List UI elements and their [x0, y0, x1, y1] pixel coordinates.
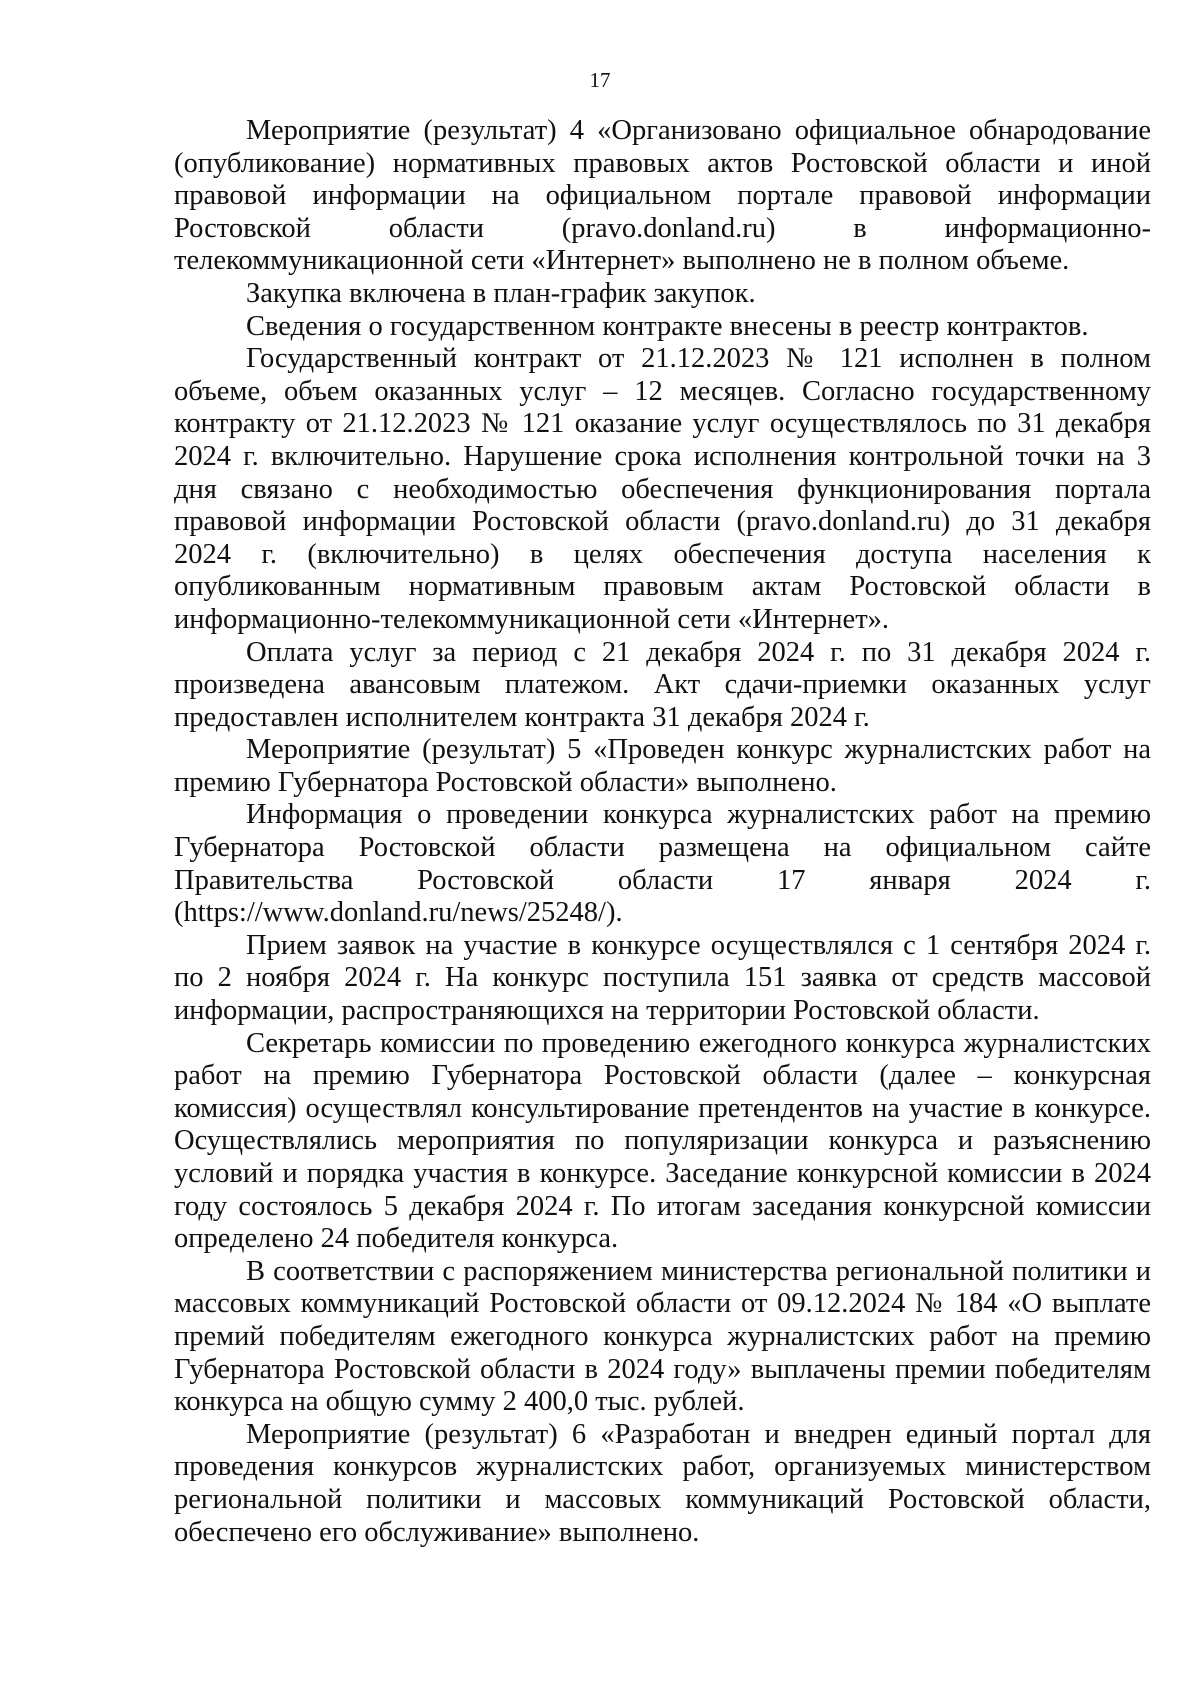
paragraph-payment: Оплата услуг за период с 21 декабря 2024 г. по 31 декабря 2024 г. произведена авансовым платежом. Акт сдачи-приемки оказанных услуг предоставлен исполнителем контракта 31 декабря 2024 г.: [174, 636, 1151, 733]
paragraph-measure-5: Мероприятие (результат) 5 «Проведен конкурс журналистских работ на премию Губернатора Ростовской области» выполнено.: [174, 734, 1151, 798]
paragraph-contest-info: Информация о проведении конкурса журналистских работ на премию Губернатора Ростовской области размещена на официальном сайте Правительства Ростовской области 17 января 2024 г. (https://www.donland.ru/news/25248/).: [174, 799, 1151, 929]
paragraph-measure-4: Мероприятие (результат) 4 «Организовано официальное обнародование (опубликование) нормативных правовых актов Ростовской области и иной правовой информации на официальном портале правовой информации Ростовской области (pravo.donland.ru) в информационно-телекоммуникационной сети «Интернет» выполнено не в полном объеме.: [174, 115, 1151, 277]
document-body: [174, 115, 1151, 1549]
paragraph-awards: В соответствии с распоряжением министерства региональной политики и массовых коммуникаций Ростовской области от 09.12.2024 № 184 «О выплате премий победителям ежегодного конкурса журналистских работ на премию Губернатора Ростовской области в 2024 году» выплачены премии победителям конкурса на общую сумму 2 400,0 тыс. рублей.: [174, 1255, 1151, 1418]
page-number: 17: [589, 68, 611, 92]
paragraph-contract-execution: Государственный контракт от 21.12.2023 № 121 исполнен в полном объеме, объем оказанных услуг – 12 месяцев. Согласно государственному контракту от 21.12.2023 № 121 оказание услуг осуществлялось по 31 декабря 2024 г. включительно. Нарушение срока исполнения контрольной точки на 3 дня связано с необходимостью обеспечения функционирования портала правовой информации Ростовской области (pravo.donland.ru) до 31 декабря 2024 г. (включительно) в целях обеспечения доступа населения к опубликованным нормативным правовым актам Ростовской области в информационно-телекоммуникационной сети «Интернет».: [174, 343, 1151, 635]
paragraph-commission: Секретарь комиссии по проведению ежегодного конкурса журналистских работ на премию Губернатора Ростовской области (далее – конкурсная комиссия) осуществлял консультирование претендентов на участие в конкурсе. Осуществлялись мероприятия по популяризации конкурса и разъяснению условий и порядка участия в конкурсе. Заседание конкурсной комиссии в 2024 году состоялось 5 декабря 2024 г. По итогам заседания конкурсной комиссии определено 24 победителя конкурса.: [174, 1027, 1151, 1255]
paragraph-applications: Прием заявок на участие в конкурсе осуществлялся с 1 сентября 2024 г. по 2 ноября 2024 г. На конкурс поступила 151 заявка от средств массовой информации, распространяющихся на территории Ростовской области.: [174, 929, 1151, 1027]
paragraph-procurement-plan: Закупка включена в план-график закупок.: [246, 277, 756, 309]
paragraph-contract-registry: Сведения о государственном контракте внесены в реестр контрактов.: [246, 310, 1089, 342]
paragraph-measure-6: Мероприятие (результат) 6 «Разработан и внедрен единый портал для проведения конкурсов журналистских работ, организуемых министерством региональной политики и массовых коммуникаций Ростовской области, обеспечено его обслуживание» выполнено.: [174, 1418, 1151, 1548]
